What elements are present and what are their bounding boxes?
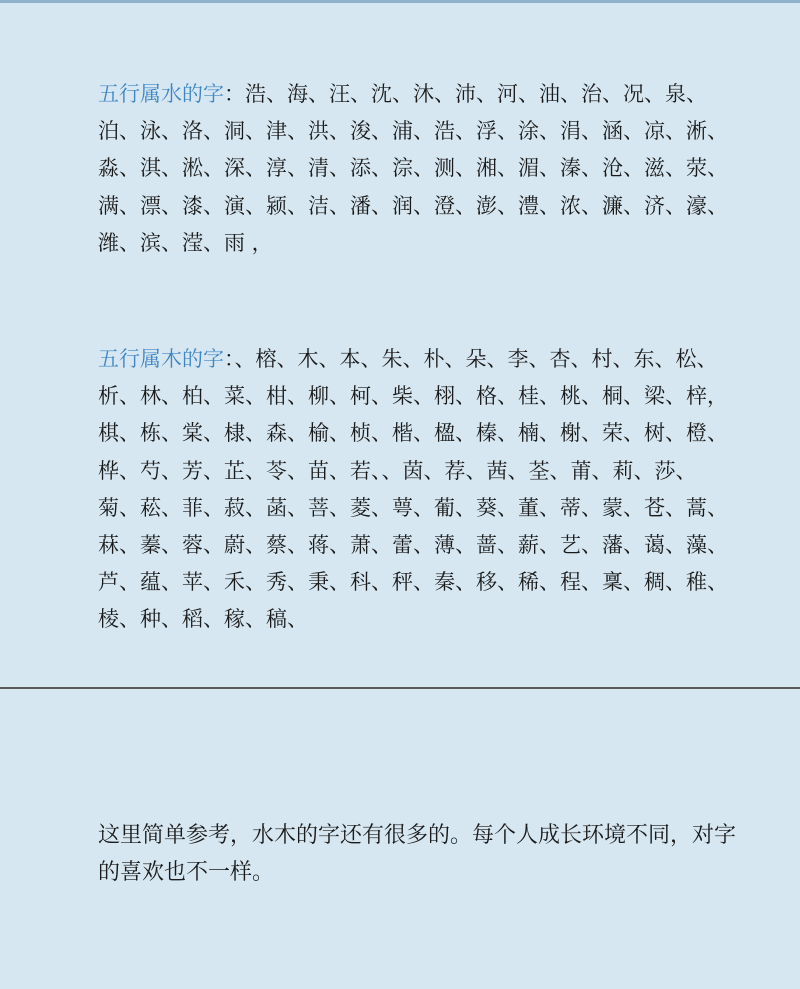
wood-character-list: 、榕、木、本、朱、朴、朵、李、杏、村、东、松、析、林、柏、菜、柑、柳、柯、柴、栩、格、桂、桃、桐、梁、梓，棋、栋、棠、棣、森、榆、桢、楷、楹、榛、楠、榭、荣、树、橙、桦、芍、芳、芷、苓、苗、若、、茵、荐、茜、荃、莆、莉、莎、菊、菘、菲、菽、菡、菩、菱、萼、葡、葵、董、蒂、蒙、苍、蒿、菻、蓁、蓉、蔚、蔡、蒋、萧、蕾、薄、蔷、薪、艺、藩、蔼、藻、芦、蕴、苹、禾、秀、秉、科、秤、秦、移、稀、程、稟、稠、稚、棱、种、稻、稼、稿、 [98, 347, 728, 632]
top-border [0, 0, 800, 3]
water-element-characters [98, 76, 738, 262]
wood-heading: 五行属木的字 [98, 347, 224, 371]
water-colon: ： [224, 82, 245, 106]
water-character-list: 浩、海、汪、沈、沐、沛、河、油、治、况、泉、泊、泳、洛、洞、津、洪、浚、浦、浩、浮、涂、涓、涵、凉、淅、淼、淇、淞、深、淳、清、添、淙、测、湘、湄、溱、沧、滋、荥、满、漂、漆、演、颍、洁、潘、润、澄、澎、澧、浓、濂、济、濠、潍、滨、滢、雨 ， [98, 82, 728, 255]
wood-colon: ： [224, 347, 235, 371]
section-divider [0, 687, 800, 689]
water-heading: 五行属水的字 [98, 82, 224, 106]
wood-element-characters [98, 341, 738, 639]
closing-note: 这里简单参考，水木的字还有很多的。每个人成长环境不同，对字的喜欢也不一样。 [98, 823, 737, 885]
